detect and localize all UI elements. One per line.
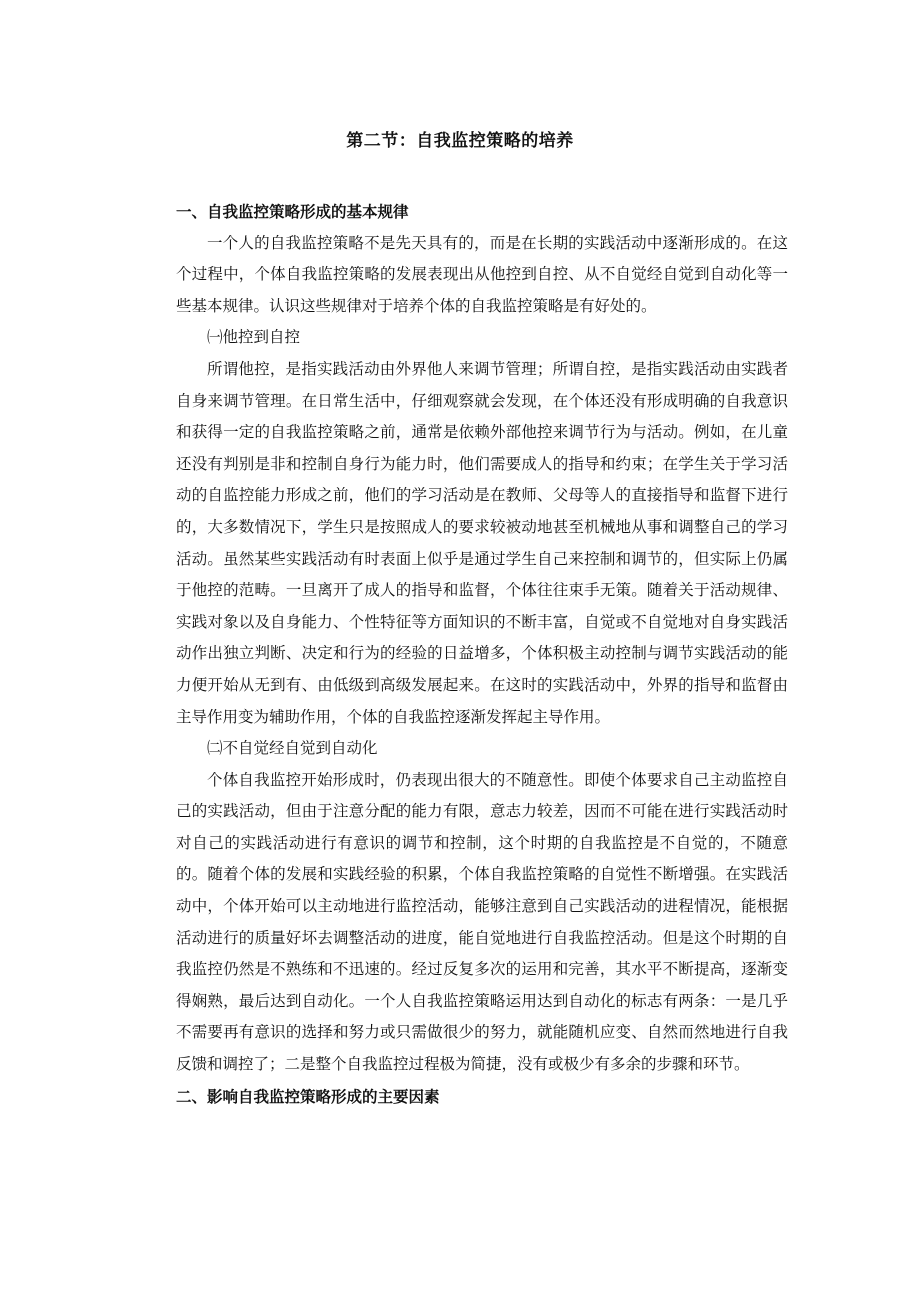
document-body [176,196,788,1112]
section-heading-1: 一、自我监控策略形成的基本规律 [176,202,409,221]
subsection-heading-2: ㈡不自觉经自觉到自动化 [207,739,378,758]
subsection-heading-1: ㈠他控到自控 [207,328,301,347]
section-1-intro-paragraph: 一个人的自我监控策略不是先天具有的，而是在长期的实践活动中逐渐形成的。在这个过程中，个体自我监控策略的发展表现出从他控到自控、从不自觉经自觉到自动化等一些基本规律。认识这些规律对于培养个体的自我监控策略是有好处的。 [176,233,788,315]
page-title: 第二节：自我监控策略的培养 [346,131,574,151]
subsection-1-paragraph: 所谓他控，是指实践活动由外界他人来调节管理；所谓自控，是指实践活动由实践者自身来调节管理。在日常生活中，仔细观察就会发现，在个体还没有形成明确的自我意识和获得一定的自我监控策略之前，通常是依赖外部他控来调节行为与活动。例如，在儿童还没有判别是非和控制自身行为能力时，他们需要成人的指导和约束；在学生关于学习活动的自监控能力形成之前，他们的学习活动是在教师、父母等人的直接指导和监督下进行的，大多数情况下，学生只是按照成人的要求较被动地甚至机械地从事和调整自己的学习活动。虽然某些实践活动有时表面上似乎是通过学生自己来控制和调节的，但实际上仍属于他控的范畴。一旦离开了成人的指导和监督，个体往往束手无策。随着关于活动规律、实践对象以及自身能力、个性特征等方面知识的不断丰富，自觉或不自觉地对自身实践活动作出独立判断、决定和行为的经验的日益增多，个体积极主动控制与调节实践活动的能力便开始从无到有、由低级到高级发展起来。在这时的实践活动中，外界的指导和监督由主导作用变为辅助作用，个体的自我监控逐渐发挥起主导作用。 [176,359,788,726]
subsection-2-paragraph: 个体自我监控开始形成时，仍表现出很大的不随意性。即使个体要求自己主动监控自己的实践活动，但由于注意分配的能力有限，意志力较差，因而不可能在进行实践活动时对自己的实践活动进行有意识的调节和控制，这个时期的自我监控是不自觉的，不随意的。随着个体的发展和实践经验的积累，个体自我监控策略的自觉性不断增强。在实践活动中，个体开始可以主动地进行监控活动，能够注意到自己实践活动的进程情况，能根据活动进行的质量好坏去调整活动的进度，能自觉地进行自我监控活动。但是这个时期的自我监控仍然是不熟练和不迅速的。经过反复多次的运用和完善，其水平不断提高，逐渐变得娴熟，最后达到自动化。一个人自我监控策略运用达到自动化的标志有两条：一是几乎不需要再有意识的选择和努力或只需做很少的努力，就能随机应变、自然而然地进行自我反馈和调控了；二是整个自我监控过程极为简捷，没有或极少有多余的步骤和环节。 [176,770,788,1074]
section-heading-2: 二、影响自我监控策略形成的主要因素 [176,1086,440,1106]
